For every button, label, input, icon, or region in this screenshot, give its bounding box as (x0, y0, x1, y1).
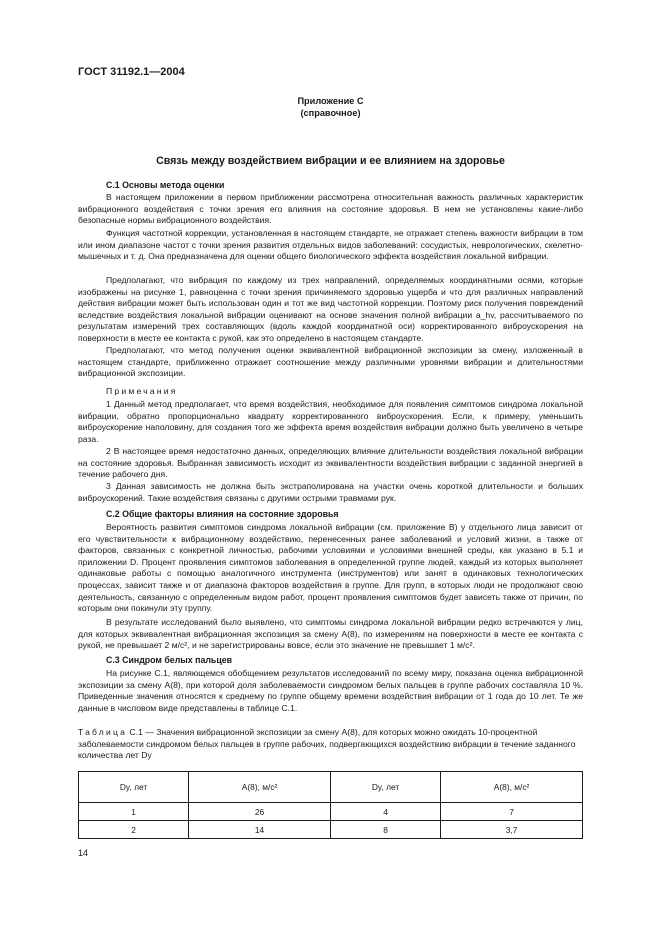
table-label: Таблица (78, 727, 128, 737)
annex-title: Приложение С (297, 96, 364, 106)
table-row (79, 803, 583, 821)
table-header-row (79, 772, 583, 803)
table-header-cell: Dy, лет (330, 772, 440, 803)
page-title: Связь между воздействием вибрации и ее влиянием на здоровье (156, 155, 505, 167)
paragraph: Вероятность развития симптомов синдрома локальной вибрации (см. приложение В) у отдельного лица зависит от его чувствительности к вибрационному воздействию, перенесенных ранее заболеваний и условий жизни, а также от факторов, связанных с конкретной личностью, рабочими условиями и условиями внешней среды, как указано в 5.1 и приложении D. Процент проявления симптомов заболевания в определенной группе людей, каждый из которых выполняет одинаковые работы с помощью аналогичного инструмента (инструментов) или занят в одинаковых технологических процессах, зависит также и от диапазона факторов воздействия в группе. Для групп, в которых люди не продолжают свою деятельность, связанную с определенным видом работ, процент проявления симптомов будет зависеть также от причин, по которым они покинули эту группу. (78, 522, 583, 614)
paragraph: Функция частотной коррекции, установленная в настоящем стандарте, не отражает степень важности вибрации в том или ином диапазоне частот с точки зрения развития отдельных видов заболеваний: сосудистых, неврологических, скелетно-мышечных и т. д. Она предназначена для оценки общего биологического эффекта воздействия локальной вибрации. (78, 228, 583, 262)
table-cell: 26 (189, 803, 331, 821)
paragraph: На рисунке С.1, являющемся обобщением результатов исследований по всему миру, показана оценка вибрационной экспозиции за смену A(8), при которой доля заболеваемости синдромом белых пальцев в группе рабочих составляла 10 %. Приведенные значения относятся к среднему по группе общему времени воздействия вибрации от 1 года до 10 лет. Те же данные в числовом виде представлены в таблице С.1. (78, 668, 583, 713)
data-table (78, 771, 583, 839)
table-header-cell: Dy, лет (79, 772, 189, 803)
note: 2 В настоящее время недостаточно данных, определяющих влияние длительности воздействия локальной вибрации на состояние здоровья. Выбранная зависимость исходит из эквивалентности воздействия вибрации с заданной энергией в течение рабочего дня. (78, 446, 583, 480)
table-cell: 2 (79, 821, 189, 839)
paragraph: Предполагают, что метод получения оценки эквивалентной вибрационной экспозиции за смену, изложенный в настоящем стандарте, приближенно отражает соотношение между различными уровнями вибрации и длительностями вибрационной экспозиции. (78, 345, 583, 379)
paragraph: В результате исследований было выявлено, что симптомы синдрома локальной вибрации редко встречаются у лиц, для которых эквивалентная вибрационная экспозиция за смену A(8), по измерениям на поверхности в месте ее контакта с рукой, не превышает 2 м/с², и не зарегистрированы вовсе, если это значение не превышает 1 м/с². (78, 617, 583, 651)
table-cell: 14 (189, 821, 331, 839)
table-caption-text: С.1 — Значения вибрационной экспозиции за смену A(8), для которых можно ожидать 10-процентной заболеваемости синдромом белых пальцев в группе рабочих, подвергающихся воздействию вибрации в течение заданного количества лет Dy (78, 727, 576, 761)
section-heading-c2: С.2 Общие факторы влияния на состояние здоровья (106, 509, 339, 519)
section-heading-c1: С.1 Основы метода оценки (106, 180, 225, 190)
page-number: 14 (78, 848, 89, 858)
notes-heading: Примечания (106, 386, 178, 396)
document-header: ГОСТ 31192.1—2004 (78, 66, 185, 78)
table-header-cell: A(8), м/с² (189, 772, 331, 803)
paragraph: Предполагают, что вибрация по каждому из трех направлений, определяемых координатными осями, которые изображены на рисунке 1, равноценна с точки зрения причиняемого здоровью ущерба и что для различных направлений действия вибрации может быть использован один и тот же вид частотной коррекции. Поэтому риск получения повреждений вследствие воздействия локальной вибрации оценивают на основе значения полной вибрации a_hv, рассчитываемого по результатам измерений трех составляющих (вдоль каждой координатной оси) корректированного виброускорения на поверхности в месте ее контакта с рукой, как это определено в настоящем стандарте. (78, 275, 583, 343)
table-header-cell: A(8), м/с² (441, 772, 583, 803)
annex-subtitle: (справочное) (300, 108, 361, 118)
table-cell: 1 (79, 803, 189, 821)
note: 3 Данная зависимость не должна быть экстраполирована на участки очень короткой длительности и больших виброускорений. Такие воздействия связаны с другими острыми травмами рук. (78, 481, 583, 503)
table-cell: 3,7 (441, 821, 583, 839)
table-cell: 8 (330, 821, 440, 839)
table-caption (78, 727, 583, 762)
table-cell: 7 (441, 803, 583, 821)
section-heading-c3: С.3 Синдром белых пальцев (106, 655, 233, 665)
paragraph: В настоящем приложении в первом приближении рассмотрена относительная важность различных характеристик вибрационного воздействия с точки зрения его влияния на состояние здоровья. В нем не установлены какие-либо безопасные нормы вибрационного воздействия. (78, 192, 583, 226)
table-cell: 4 (330, 803, 440, 821)
table-row (79, 821, 583, 839)
note: 1 Данный метод предполагает, что время воздействия, необходимое для появления симптомов синдрома локальной вибрации, обратно пропорционально квадрату корректированного виброускорения. Если, к примеру, уменьшить виброускорение наполовину, для создания того же эффекта время воздействия вибрации должно быть увеличено в четыре раза. (78, 399, 583, 444)
